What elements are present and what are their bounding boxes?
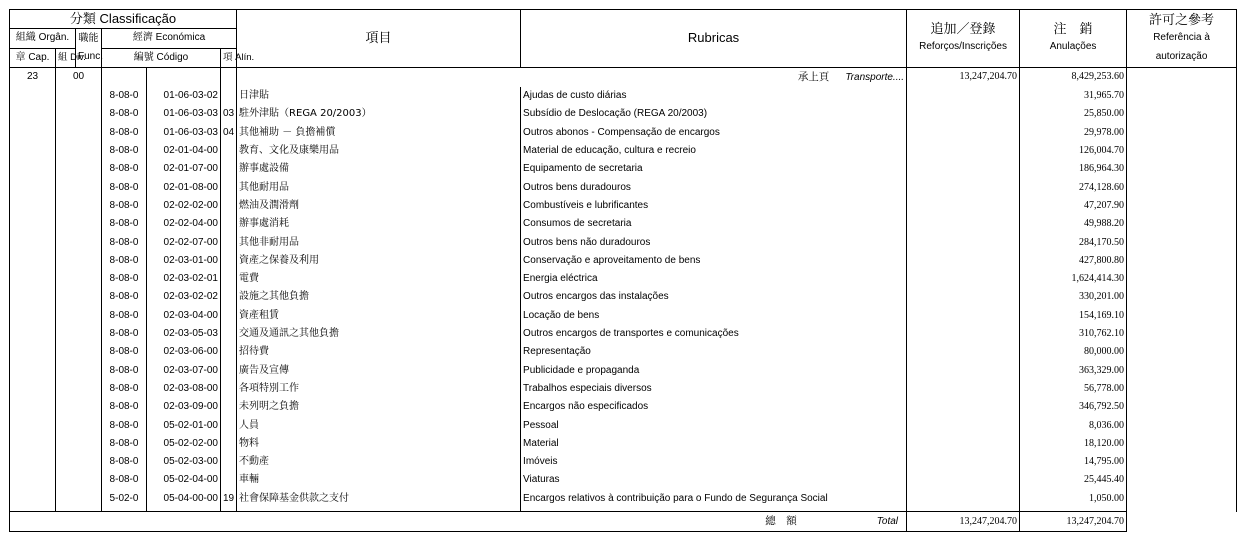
alinea xyxy=(221,215,237,233)
economic-code: 02-01-04-00 xyxy=(147,142,221,160)
transport-label xyxy=(237,67,907,87)
func-pt: Func. xyxy=(78,51,104,63)
div-cell xyxy=(56,215,102,233)
table-row xyxy=(10,380,1237,398)
item-zh: 交通及通訊之其他負擔 xyxy=(237,325,521,343)
ref-cell xyxy=(1127,197,1237,215)
table-row xyxy=(10,453,1237,471)
alinea xyxy=(221,398,237,416)
div-cell xyxy=(56,234,102,252)
reforcos-cell xyxy=(907,490,1020,512)
economic-code: 01-06-03-03 xyxy=(147,105,221,123)
rubrica-pt: Equipamento de secretaria xyxy=(521,160,907,178)
reforcos-cell xyxy=(907,380,1020,398)
rubrica-pt: Material de educação, cultura e recreio xyxy=(521,142,907,160)
table-row xyxy=(10,288,1237,306)
economic-code: 02-03-08-00 xyxy=(147,380,221,398)
cap-cell xyxy=(10,197,56,215)
reforcos-cell xyxy=(907,105,1020,123)
alinea xyxy=(221,325,237,343)
table-row xyxy=(10,270,1237,288)
reforcos-cell xyxy=(907,197,1020,215)
ref-cell xyxy=(1127,215,1237,233)
cap-cell xyxy=(10,435,56,453)
reforcos-cell xyxy=(907,362,1020,380)
ref-cell xyxy=(1127,142,1237,160)
classification-zh: 分類 xyxy=(69,11,96,26)
cap-cell xyxy=(10,142,56,160)
economic-code: 02-02-07-00 xyxy=(147,234,221,252)
rubrica-pt: Material xyxy=(521,435,907,453)
func-code: 8-08-0 xyxy=(102,124,147,142)
div-cell xyxy=(56,105,102,123)
reforcos-cell xyxy=(907,87,1020,105)
cap-cell xyxy=(10,325,56,343)
div-cell xyxy=(56,417,102,435)
func-code: 8-08-0 xyxy=(102,270,147,288)
code-cell xyxy=(147,67,221,87)
table-row xyxy=(10,471,1237,489)
func-code: 8-08-0 xyxy=(102,288,147,306)
item-zh: 其他非耐用品 xyxy=(237,234,521,252)
reforcos-cell xyxy=(907,252,1020,270)
reforcos-header xyxy=(907,10,1020,68)
anulacao-value: 56,778.00 xyxy=(1020,380,1127,398)
anulacao-value: 31,965.70 xyxy=(1020,87,1127,105)
anulacao-value: 80,000.00 xyxy=(1020,343,1127,361)
item-zh: 其他補助 － 負擔補償 xyxy=(237,124,521,142)
div-value: 00 xyxy=(56,67,102,87)
div-cell xyxy=(56,160,102,178)
reforcos-cell xyxy=(907,307,1020,325)
rubrica-pt: Outros bens duradouros xyxy=(521,179,907,197)
cap-cell xyxy=(10,179,56,197)
cap-header: 章 Cap. xyxy=(10,48,56,67)
table-row xyxy=(10,215,1237,233)
ref-cell xyxy=(1127,160,1237,178)
div-cell xyxy=(56,288,102,306)
alinea xyxy=(221,179,237,197)
table-row xyxy=(10,252,1237,270)
cap-value: 23 xyxy=(10,67,56,87)
cap-cell xyxy=(10,398,56,416)
rubrica-pt: Consumos de secretaria xyxy=(521,215,907,233)
reforcos-cell xyxy=(907,453,1020,471)
referencia-pt-1: Referência à xyxy=(1153,32,1210,44)
item-zh: 招待費 xyxy=(237,343,521,361)
anulacao-value: 49,988.20 xyxy=(1020,215,1127,233)
cap-cell xyxy=(10,160,56,178)
func-code: 8-08-0 xyxy=(102,142,147,160)
table-row xyxy=(10,105,1237,123)
cap-cell xyxy=(10,252,56,270)
rubrica-pt: Encargos não especificados xyxy=(521,398,907,416)
alinea xyxy=(221,142,237,160)
alinea: 04 xyxy=(221,124,237,142)
anulacao-value: 47,207.90 xyxy=(1020,197,1127,215)
classification-header xyxy=(10,10,237,29)
alinea xyxy=(221,343,237,361)
ref-cell xyxy=(1127,325,1237,343)
table-row xyxy=(10,325,1237,343)
cap-cell xyxy=(10,105,56,123)
alinea xyxy=(221,380,237,398)
alinea xyxy=(221,453,237,471)
anulacao-value: 346,792.50 xyxy=(1020,398,1127,416)
alinea: 03 xyxy=(221,105,237,123)
ref-cell xyxy=(1127,453,1237,471)
alinea xyxy=(221,288,237,306)
anulacao-value: 363,329.00 xyxy=(1020,362,1127,380)
ref-cell xyxy=(1127,362,1237,380)
economic-code: 05-02-03-00 xyxy=(147,453,221,471)
economic-code: 01-06-03-03 xyxy=(147,124,221,142)
cap-cell xyxy=(10,288,56,306)
ref-cell xyxy=(1127,67,1237,87)
anulacao-value: 126,004.70 xyxy=(1020,142,1127,160)
cap-cell xyxy=(10,307,56,325)
rubrica-pt: Ajudas de custo diárias xyxy=(521,87,907,105)
ref-cell xyxy=(1127,288,1237,306)
total-ref-cell xyxy=(1127,512,1237,532)
total-row xyxy=(10,512,1237,532)
rubrica-pt: Trabalhos especiais diversos xyxy=(521,380,907,398)
economic-code: 02-03-04-00 xyxy=(147,307,221,325)
div-cell xyxy=(56,343,102,361)
alinea xyxy=(221,307,237,325)
economic-code: 05-02-04-00 xyxy=(147,471,221,489)
anulacoes-header xyxy=(1020,10,1127,68)
economic-code: 02-03-09-00 xyxy=(147,398,221,416)
item-zh: 車輛 xyxy=(237,471,521,489)
table-row xyxy=(10,234,1237,252)
item-zh: 未列明之負擔 xyxy=(237,398,521,416)
total-zh: 總 額 xyxy=(765,515,797,528)
economic-code: 01-06-03-02 xyxy=(147,87,221,105)
div-cell xyxy=(56,307,102,325)
div-cell xyxy=(56,398,102,416)
anulacao-value: 284,170.50 xyxy=(1020,234,1127,252)
table-row xyxy=(10,490,1237,512)
cap-cell xyxy=(10,124,56,142)
ref-cell xyxy=(1127,270,1237,288)
reforcos-cell xyxy=(907,179,1020,197)
rubricas-header: Rubricas xyxy=(521,10,907,68)
item-zh: 廣告及宣傳 xyxy=(237,362,521,380)
reforcos-cell xyxy=(907,417,1020,435)
cap-cell xyxy=(10,453,56,471)
reforcos-cell xyxy=(907,398,1020,416)
item-zh: 設施之其他負擔 xyxy=(237,288,521,306)
table-row xyxy=(10,124,1237,142)
func-code: 8-08-0 xyxy=(102,252,147,270)
rubrica-pt: Conservação e aproveitamento de bens xyxy=(521,252,907,270)
alinea: 19 xyxy=(221,490,237,512)
table-row xyxy=(10,435,1237,453)
alinea xyxy=(221,435,237,453)
ref-cell xyxy=(1127,380,1237,398)
item-zh: 教育、文化及康樂用品 xyxy=(237,142,521,160)
item-zh-header: 項目 xyxy=(237,10,521,68)
table-row xyxy=(10,87,1237,105)
economic-code: 02-03-02-01 xyxy=(147,270,221,288)
table-row xyxy=(10,362,1237,380)
rubrica-pt: Outros encargos das instalações xyxy=(521,288,907,306)
transport-zh: 承上頁 xyxy=(797,70,830,83)
anulacao-value: 186,964.30 xyxy=(1020,160,1127,178)
item-zh: 日津貼 xyxy=(237,87,521,105)
economic-code: 02-03-02-02 xyxy=(147,288,221,306)
reforcos-cell xyxy=(907,471,1020,489)
func-cell xyxy=(102,67,147,87)
func-code: 8-08-0 xyxy=(102,215,147,233)
div-header: 組 Div. xyxy=(56,48,76,67)
div-cell xyxy=(56,124,102,142)
func-code: 8-08-0 xyxy=(102,105,147,123)
rubrica-pt: Outros abonos - Compensação de encargos xyxy=(521,124,907,142)
economic-code: 02-01-07-00 xyxy=(147,160,221,178)
anulacao-value: 18,120.00 xyxy=(1020,435,1127,453)
rubrica-pt: Outros encargos de transportes e comunicações xyxy=(521,325,907,343)
budget-table xyxy=(9,9,1237,532)
cap-cell xyxy=(10,343,56,361)
func-code: 8-08-0 xyxy=(102,435,147,453)
rubrica-pt: Pessoal xyxy=(521,417,907,435)
item-zh: 物料 xyxy=(237,435,521,453)
ref-cell xyxy=(1127,490,1237,512)
code-header: 編號 Código xyxy=(102,48,221,67)
cap-cell xyxy=(10,490,56,512)
item-zh: 人員 xyxy=(237,417,521,435)
referencia-zh: 許可之參考 xyxy=(1149,12,1215,27)
ref-cell xyxy=(1127,307,1237,325)
div-cell xyxy=(56,325,102,343)
table-row xyxy=(10,417,1237,435)
alinea xyxy=(221,234,237,252)
ref-cell xyxy=(1127,435,1237,453)
func-code: 8-08-0 xyxy=(102,307,147,325)
referencia-pt-2: autorização xyxy=(1155,50,1208,62)
economic-code: 02-02-02-00 xyxy=(147,197,221,215)
alin-cell xyxy=(221,67,237,87)
cap-cell xyxy=(10,234,56,252)
economic-code: 02-03-05-03 xyxy=(147,325,221,343)
classification-pt: Classificação xyxy=(99,11,177,26)
economic-code: 02-01-08-00 xyxy=(147,179,221,197)
rubrica-pt: Encargos relativos à contribuição para o Fundo de Segurança Social xyxy=(521,490,907,512)
rubrica-pt: Combustíveis e lubrificantes xyxy=(521,197,907,215)
reforcos-pt: Reforços/Inscrições xyxy=(919,41,1007,53)
rubrica-pt: Representação xyxy=(521,343,907,361)
rubrica-pt: Viaturas xyxy=(521,471,907,489)
transport-reforcos: 13,247,204.70 xyxy=(907,67,1020,87)
anulacao-value: 29,978.00 xyxy=(1020,124,1127,142)
func-code: 8-08-0 xyxy=(102,234,147,252)
ref-cell xyxy=(1127,105,1237,123)
reforcos-cell xyxy=(907,288,1020,306)
alinea xyxy=(221,160,237,178)
total-label xyxy=(10,512,907,532)
cap-cell xyxy=(10,270,56,288)
table-row xyxy=(10,307,1237,325)
func-code: 8-08-0 xyxy=(102,179,147,197)
anulacoes-zh: 注 銷 xyxy=(1053,21,1093,37)
economic-code: 02-02-04-00 xyxy=(147,215,221,233)
func-code: 8-08-0 xyxy=(102,471,147,489)
alin-header: 項 Alín. xyxy=(221,48,237,67)
rubrica-pt: Outros bens não duradouros xyxy=(521,234,907,252)
table-row xyxy=(10,179,1237,197)
ref-cell xyxy=(1127,179,1237,197)
ref-cell xyxy=(1127,343,1237,361)
referencia-header xyxy=(1127,10,1237,68)
item-zh: 辦事處消耗 xyxy=(237,215,521,233)
ref-cell xyxy=(1127,417,1237,435)
header-row-1 xyxy=(10,10,1237,29)
cap-cell xyxy=(10,417,56,435)
item-zh: 駐外津貼（REGA 20/2003） xyxy=(237,105,521,123)
economic-code: 02-03-07-00 xyxy=(147,362,221,380)
alinea xyxy=(221,270,237,288)
anulacoes-pt: Anulações xyxy=(1049,41,1097,53)
reforcos-cell xyxy=(907,325,1020,343)
table-row xyxy=(10,160,1237,178)
func-code: 8-08-0 xyxy=(102,453,147,471)
func-code: 8-08-0 xyxy=(102,380,147,398)
func-code: 8-08-0 xyxy=(102,325,147,343)
func-code: 8-08-0 xyxy=(102,343,147,361)
func-code: 8-08-0 xyxy=(102,362,147,380)
transport-pt: Transporte.... xyxy=(845,71,905,83)
div-cell xyxy=(56,252,102,270)
alinea xyxy=(221,417,237,435)
div-cell xyxy=(56,179,102,197)
div-cell xyxy=(56,471,102,489)
table-row xyxy=(10,197,1237,215)
alinea xyxy=(221,87,237,105)
cap-cell xyxy=(10,471,56,489)
anulacao-value: 330,201.00 xyxy=(1020,288,1127,306)
table-row xyxy=(10,142,1237,160)
func-code: 8-08-0 xyxy=(102,417,147,435)
economic-code: 05-04-00-00 xyxy=(147,490,221,512)
div-cell xyxy=(56,87,102,105)
func-code: 8-08-0 xyxy=(102,197,147,215)
reforcos-cell xyxy=(907,124,1020,142)
func-code: 5-02-0 xyxy=(102,490,147,512)
rubrica-pt: Publicidade e propaganda xyxy=(521,362,907,380)
reforcos-cell xyxy=(907,435,1020,453)
transport-anulacoes: 8,429,253.60 xyxy=(1020,67,1127,87)
div-cell xyxy=(56,435,102,453)
rubrica-pt: Energia eléctrica xyxy=(521,270,907,288)
organ-header: 組織 Orgân. xyxy=(10,29,76,48)
ref-cell xyxy=(1127,252,1237,270)
anulacao-value: 14,795.00 xyxy=(1020,453,1127,471)
reforcos-cell xyxy=(907,343,1020,361)
anulacao-value: 25,445.40 xyxy=(1020,471,1127,489)
reforcos-cell xyxy=(907,160,1020,178)
cap-cell xyxy=(10,215,56,233)
rubrica-pt: Subsídio de Deslocação (REGA 20/2003) xyxy=(521,105,907,123)
div-cell xyxy=(56,142,102,160)
alinea xyxy=(221,471,237,489)
rubrica-pt: Locação de bens xyxy=(521,307,907,325)
cap-cell xyxy=(10,380,56,398)
anulacao-value: 310,762.10 xyxy=(1020,325,1127,343)
table-row xyxy=(10,343,1237,361)
reforcos-cell xyxy=(907,215,1020,233)
div-cell xyxy=(56,380,102,398)
economic-code: 02-03-06-00 xyxy=(147,343,221,361)
func-code: 8-08-0 xyxy=(102,398,147,416)
alinea xyxy=(221,197,237,215)
item-zh: 資產租賃 xyxy=(237,307,521,325)
div-cell xyxy=(56,490,102,512)
item-zh: 其他耐用品 xyxy=(237,179,521,197)
ref-cell xyxy=(1127,398,1237,416)
rubrica-pt: Imóveis xyxy=(521,453,907,471)
anulacao-value: 274,128.60 xyxy=(1020,179,1127,197)
transport-row xyxy=(10,67,1237,87)
ref-cell xyxy=(1127,471,1237,489)
total-pt: Total xyxy=(876,516,899,528)
anulacao-value: 1,624,414.30 xyxy=(1020,270,1127,288)
item-zh: 燃油及潤滑劑 xyxy=(237,197,521,215)
item-zh: 資產之保養及利用 xyxy=(237,252,521,270)
ref-cell xyxy=(1127,234,1237,252)
func-code: 8-08-0 xyxy=(102,87,147,105)
economic-code: 02-03-01-00 xyxy=(147,252,221,270)
item-zh: 辦事處設備 xyxy=(237,160,521,178)
anulacao-value: 427,800.80 xyxy=(1020,252,1127,270)
item-zh: 電費 xyxy=(237,270,521,288)
alinea xyxy=(221,252,237,270)
total-anulacoes: 13,247,204.70 xyxy=(1020,512,1127,532)
reforcos-cell xyxy=(907,234,1020,252)
item-zh: 社會保障基金供款之支付 xyxy=(237,490,521,512)
item-zh: 各項特別工作 xyxy=(237,380,521,398)
anulacao-value: 154,169.10 xyxy=(1020,307,1127,325)
economic-code: 05-02-02-00 xyxy=(147,435,221,453)
ref-cell xyxy=(1127,87,1237,105)
alinea xyxy=(221,362,237,380)
div-cell xyxy=(56,453,102,471)
ref-cell xyxy=(1127,124,1237,142)
reforcos-cell xyxy=(907,142,1020,160)
total-reforcos: 13,247,204.70 xyxy=(907,512,1020,532)
item-zh: 不動產 xyxy=(237,453,521,471)
div-cell xyxy=(56,270,102,288)
economic-code: 05-02-01-00 xyxy=(147,417,221,435)
cap-cell xyxy=(10,87,56,105)
anulacao-value: 25,850.00 xyxy=(1020,105,1127,123)
anulacao-value: 1,050.00 xyxy=(1020,490,1127,512)
economic-header: 經濟 Económica xyxy=(102,29,237,48)
func-zh: 職能 xyxy=(78,32,99,44)
anulacao-value: 8,036.00 xyxy=(1020,417,1127,435)
reforcos-cell xyxy=(907,270,1020,288)
div-cell xyxy=(56,362,102,380)
reforcos-zh: 追加／登錄 xyxy=(930,21,996,37)
div-cell xyxy=(56,197,102,215)
func-code: 8-08-0 xyxy=(102,160,147,178)
cap-cell xyxy=(10,362,56,380)
table-row xyxy=(10,398,1237,416)
